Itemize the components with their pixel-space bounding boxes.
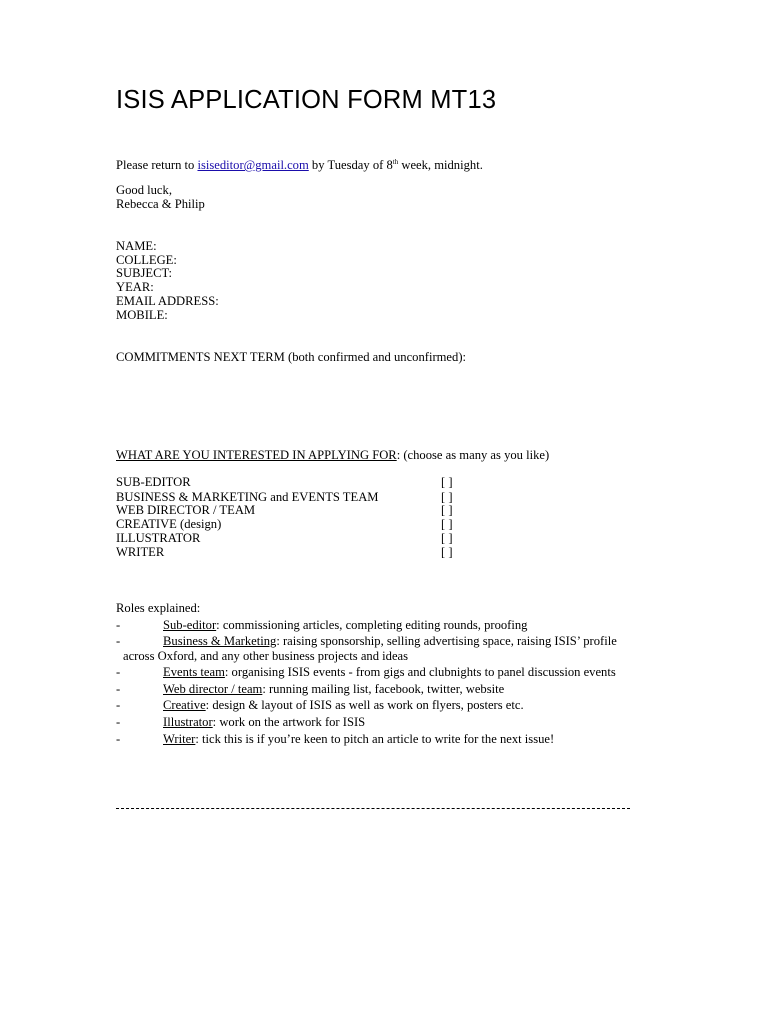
- field-name-label: NAME:: [116, 239, 157, 253]
- role-item: Business & Marketing: raising sponsorship, selling advertising space, raising ISIS’ profile: [163, 634, 617, 648]
- field-college-label: COLLEGE:: [116, 253, 177, 267]
- field-subject-label: SUBJECT:: [116, 266, 173, 280]
- bullet-dash: -: [116, 618, 121, 632]
- role-item: Illustrator: work on the artwork for ISIS: [163, 715, 366, 729]
- bullet-dash: -: [116, 732, 121, 746]
- interest-heading: WHAT ARE YOU INTERESTED IN APPLYING FOR: (choose as many as you like): [116, 448, 550, 462]
- roles-heading: Roles explained:: [116, 601, 201, 615]
- commitments-label: COMMITMENTS NEXT TERM (both confirmed and unconfirmed):: [116, 350, 467, 364]
- role-item: Writer: tick this is if you’re keen to pitch an article to write for the next issue!: [163, 732, 555, 746]
- field-mobile-label: MOBILE:: [116, 308, 168, 322]
- signoff-greeting: Good luck,: [116, 183, 172, 197]
- option-checkbox[interactable]: [ ]: [441, 545, 453, 559]
- bullet-dash: -: [116, 715, 121, 729]
- bullet-dash: -: [116, 698, 121, 712]
- field-email-label: EMAIL ADDRESS:: [116, 294, 219, 308]
- option-checkbox[interactable]: [ ]: [441, 490, 453, 504]
- option-checkbox[interactable]: [ ]: [441, 503, 453, 517]
- option-label: SUB-EDITOR: [116, 475, 191, 489]
- option-checkbox[interactable]: [ ]: [441, 517, 453, 531]
- email-link[interactable]: isiseditor@gmail.com: [197, 158, 309, 172]
- field-year-label: YEAR:: [116, 280, 154, 294]
- option-label: WEB DIRECTOR / TEAM: [116, 503, 256, 517]
- option-checkbox[interactable]: [ ]: [441, 531, 453, 545]
- signoff-names: Rebecca & Philip: [116, 197, 205, 211]
- bullet-dash: -: [116, 634, 121, 648]
- option-label: CREATIVE (design): [116, 517, 222, 531]
- option-checkbox[interactable]: [ ]: [441, 475, 453, 489]
- option-label: BUSINESS & MARKETING and EVENTS TEAM: [116, 490, 379, 504]
- bullet-dash: -: [116, 682, 121, 696]
- dashed-divider: [116, 808, 630, 809]
- role-item-continuation: across Oxford, and any other business projects and ideas: [123, 649, 409, 663]
- return-instructions: Please return to isiseditor@gmail.com by Tuesday of 8th week, midnight.: [116, 158, 483, 172]
- role-item: Sub-editor: commissioning articles, completing editing rounds, proofing: [163, 618, 528, 632]
- page-title: ISIS APPLICATION FORM MT13: [116, 86, 497, 114]
- option-label: ILLUSTRATOR: [116, 531, 201, 545]
- role-item: Creative: design & layout of ISIS as well as work on flyers, posters etc.: [163, 698, 524, 712]
- role-item: Web director / team: running mailing list, facebook, twitter, website: [163, 682, 505, 696]
- option-label: WRITER: [116, 545, 165, 559]
- role-item: Events team: organising ISIS events - from gigs and clubnights to panel discussion events: [163, 665, 616, 679]
- bullet-dash: -: [116, 665, 121, 679]
